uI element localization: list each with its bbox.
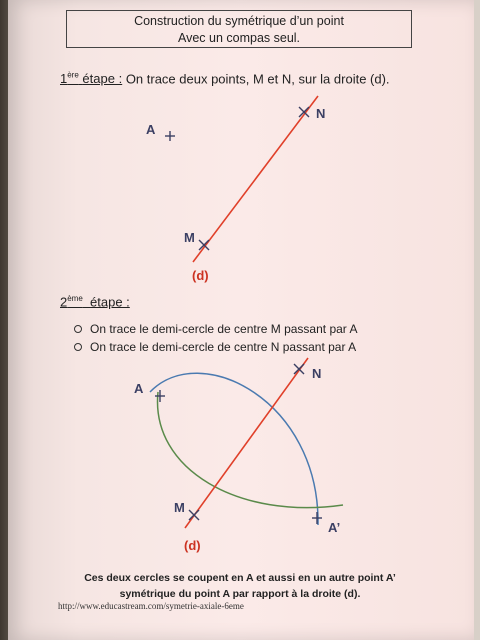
source-url: http://www.educastream.com/symetrie-axiale-6eme xyxy=(58,601,244,611)
figure-1 xyxy=(146,96,325,283)
line-d-2 xyxy=(185,358,308,528)
cross-A-1 xyxy=(165,131,175,141)
cross-N-2 xyxy=(294,364,304,374)
conclusion-line-1: Ces deux cercles se coupent en A et aussi en un autre point A’ xyxy=(84,572,396,584)
line-d-1 xyxy=(193,96,318,262)
step-1-ordinal: 1 xyxy=(60,71,68,87)
step-2-sup: ème xyxy=(67,294,83,303)
step-1-text: On trace deux points, M et N, sur la droite (d). xyxy=(125,71,390,87)
label-M-2: M xyxy=(174,500,185,515)
conclusion xyxy=(60,570,420,602)
cross-M-2 xyxy=(189,510,199,520)
label-A-2: A xyxy=(134,381,144,396)
step-2-word: étape : xyxy=(90,294,130,310)
label-d-1: (d) xyxy=(192,268,209,283)
label-A-1: A xyxy=(146,122,156,137)
bullet-text: On trace le demi-cercle de centre N passant par A xyxy=(90,340,357,354)
cross-A-prime xyxy=(312,512,322,524)
label-N-1: N xyxy=(316,106,326,121)
label-M-1: M xyxy=(184,230,195,245)
step-2-bullets xyxy=(74,320,357,356)
figure-2 xyxy=(134,358,343,553)
title-line-1: Construction du symétrique d’un point xyxy=(134,14,344,28)
step-1-word: étape : xyxy=(82,71,123,87)
bullet-item xyxy=(74,320,357,338)
bullet-ring-icon xyxy=(74,325,82,333)
step-2-heading xyxy=(60,294,130,309)
conclusion-line-2: symétrique du point A par rapport à la droite (d). xyxy=(119,588,361,600)
label-d-2: (d) xyxy=(184,538,201,553)
label-A-prime: A’ xyxy=(328,520,341,535)
cross-A-2 xyxy=(155,390,165,402)
step-2-ordinal: 2 xyxy=(60,294,68,310)
bullet-item xyxy=(74,338,357,356)
step-1-sup: ère xyxy=(67,71,79,80)
bullet-ring-icon xyxy=(74,343,82,351)
label-N-2: N xyxy=(312,366,322,381)
bullet-text: On trace le demi-cercle de centre M passant par A xyxy=(90,322,358,336)
title-line-2: Avec un compas seul. xyxy=(177,31,301,45)
